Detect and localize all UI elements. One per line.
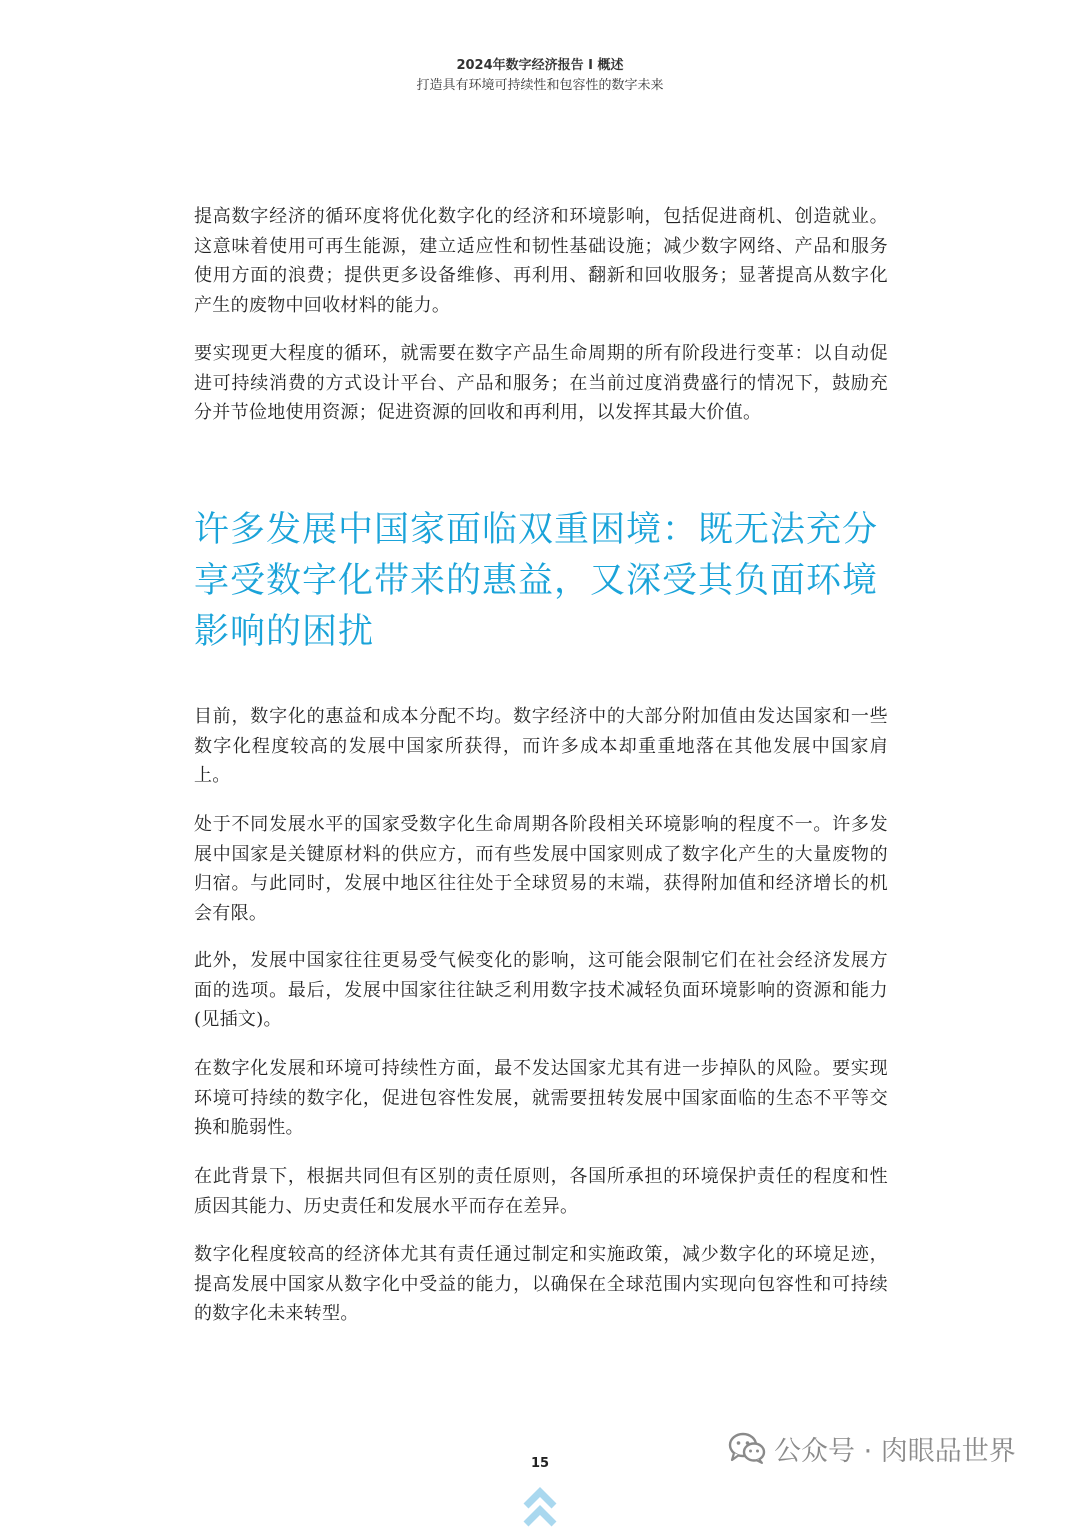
section-heading: 许多发展中国家面临双重困境：既无法充分享受数字化带来的惠益，又深受其负面环境影响的困扰	[194, 510, 879, 652]
body-paragraph-4	[194, 1054, 888, 1143]
paragraph: 数字化程度较高的经济体尤其有责任通过制定和实施政策，减少数字化的环境足迹，提高发展中国家从数字化中受益的能力，以确保在全球范围内实现向包容性和可持续的数字化未来转型。	[194, 1244, 888, 1324]
paragraph: 目前，数字化的惠益和成本分配不均。数字经济中的大部分附加值由发达国家和一些数字化程度较高的发展中国家所获得，而许多成本却重重地落在其他发展中国家肩上。	[194, 706, 888, 786]
watermark	[728, 1428, 1016, 1468]
paragraph: 在此背景下，根据共同但有区别的责任原则，各国所承担的环境保护责任的程度和性质因其能力、历史责任和发展水平而存在差异。	[194, 1166, 888, 1217]
chevron-up-icon	[522, 1484, 558, 1527]
paragraph: 处于不同发展水平的国家受数字化生命周期各阶段相关环境影响的程度不一。许多发展中国家是关键原材料的供应方，而有些发展中国家则成了数字化产生的大量废物的归宿。与此同时，发展中地区往往处于全球贸易的末端，获得附加值和经济增长的机会有限。	[194, 814, 888, 924]
paragraph: 在数字化发展和环境可持续性方面，最不发达国家尤其有进一步掉队的风险。要实现环境可持续的数字化，促进包容性发展，就需要扭转发展中国家面临的生态不平等交换和脆弱性。	[194, 1058, 888, 1138]
wechat-icon	[728, 1431, 766, 1465]
report-subtitle: 打造具有环境可持续性和包容性的数字未来	[416, 78, 664, 93]
body-paragraph-6	[194, 1240, 888, 1329]
page-header	[0, 56, 1080, 96]
report-title: 2024年数字经济报告 I 概述	[456, 58, 624, 73]
intro-paragraph-1	[194, 202, 888, 320]
paragraph: 提高数字经济的循环度将优化数字化的经济和环境影响，包括促进商机、创造就业。这意味着使用可再生能源，建立适应性和韧性基础设施；减少数字网络、产品和服务使用方面的浪费；提供更多设备维修、再利用、翻新和回收服务；显著提高从数字化产生的废物中回收材料的能力。	[194, 206, 888, 316]
body-paragraph-5	[194, 1162, 888, 1221]
body-paragraph-2	[194, 810, 888, 928]
paragraph: 此外，发展中国家往往更易受气候变化的影响，这可能会限制它们在社会经济发展方面的选项。最后，发展中国家往往缺乏利用数字技术减轻负面环境影响的资源和能力(见插文)。	[194, 950, 888, 1030]
page-number: 15	[530, 1456, 550, 1471]
intro-paragraph-2	[194, 339, 888, 428]
watermark-text: 公众号 · 肉眼品世界	[774, 1435, 1016, 1467]
paragraph: 要实现更大程度的循环，就需要在数字产品生命周期的所有阶段进行变革：以自动促进可持续消费的方式设计平台、产品和服务；在当前过度消费盛行的情况下，鼓励充分并节俭地使用资源；促进资源的回收和再利用，以发挥其最大价值。	[194, 343, 888, 423]
body-paragraph-1	[194, 702, 888, 791]
body-paragraph-3	[194, 946, 888, 1035]
